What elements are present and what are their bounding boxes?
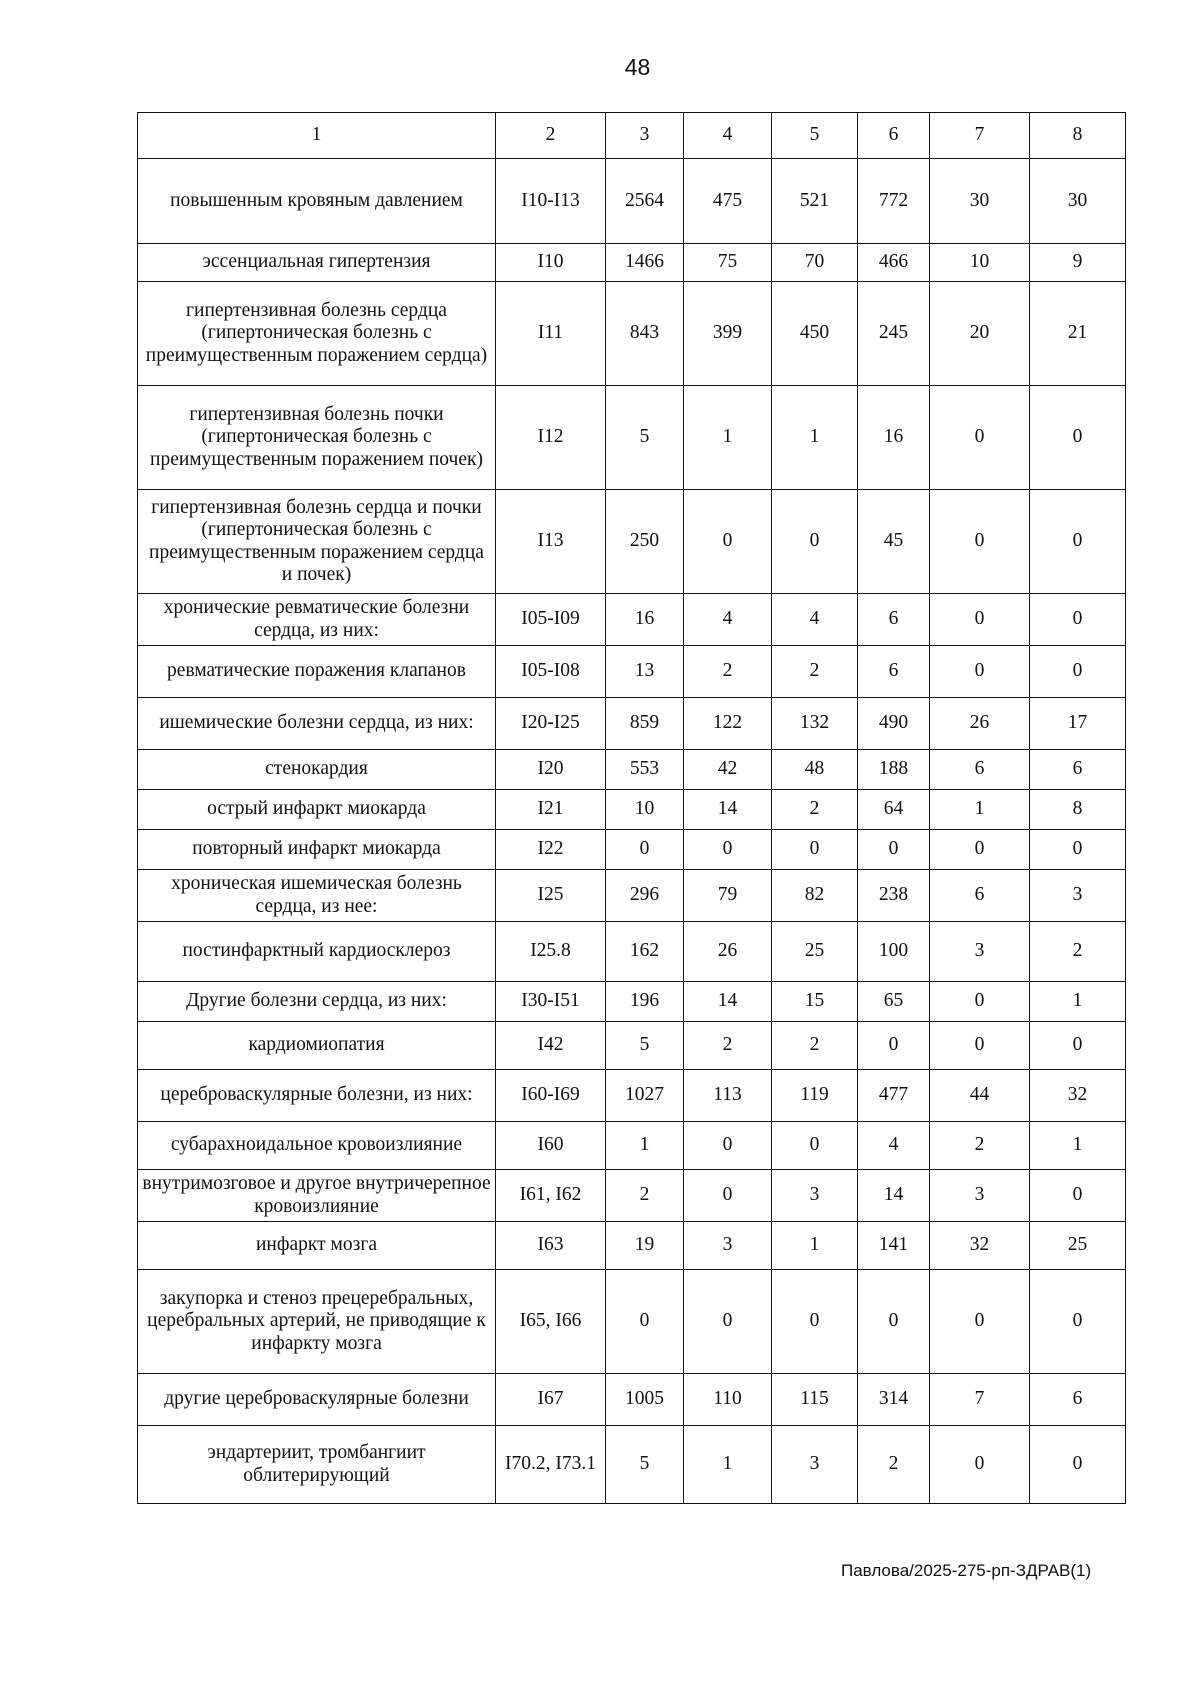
- column-6-cell: 4: [858, 1122, 930, 1170]
- column-4-cell: 0: [684, 830, 772, 870]
- disease-name-cell: гипертензивная болезнь сердца (гипертоническая болезнь с преимущественным поражением сердца): [138, 282, 496, 386]
- column-4-cell: 0: [684, 1122, 772, 1170]
- column-number-1: 1: [138, 113, 496, 159]
- column-4-cell: 3: [684, 1222, 772, 1270]
- column-6-cell: 100: [858, 922, 930, 982]
- table-row: [138, 790, 1126, 830]
- column-3-cell: 5: [606, 1426, 684, 1504]
- column-3-cell: 1: [606, 1122, 684, 1170]
- column-8-cell: 0: [1030, 1270, 1126, 1374]
- column-3-cell: 13: [606, 646, 684, 698]
- column-8-cell: 1: [1030, 1122, 1126, 1170]
- disease-name-cell: инфаркт мозга: [138, 1222, 496, 1270]
- disease-name-cell: острый инфаркт миокарда: [138, 790, 496, 830]
- column-3-cell: 296: [606, 870, 684, 922]
- column-7-cell: 3: [930, 1170, 1030, 1222]
- column-7-cell: 10: [930, 244, 1030, 282]
- column-4-cell: 110: [684, 1374, 772, 1426]
- icd-code-cell: I10-I13: [496, 159, 606, 244]
- table-row: [138, 490, 1126, 594]
- column-3-cell: 196: [606, 982, 684, 1022]
- column-8-cell: 0: [1030, 386, 1126, 490]
- column-6-cell: 65: [858, 982, 930, 1022]
- column-7-cell: 0: [930, 646, 1030, 698]
- icd-code-cell: I42: [496, 1022, 606, 1070]
- column-number-6: 6: [858, 113, 930, 159]
- table-row: [138, 982, 1126, 1022]
- disease-name-cell: внутримозговое и другое внутричерепное кровоизлияние: [138, 1170, 496, 1222]
- column-4-cell: 122: [684, 698, 772, 750]
- table-row: [138, 922, 1126, 982]
- table-row: [138, 1270, 1126, 1374]
- table-header-row: [138, 113, 1126, 159]
- table-row: [138, 750, 1126, 790]
- column-6-cell: 14: [858, 1170, 930, 1222]
- column-4-cell: 1: [684, 1426, 772, 1504]
- column-7-cell: 32: [930, 1222, 1030, 1270]
- disease-name-cell: кардиомиопатия: [138, 1022, 496, 1070]
- icd-code-cell: I25: [496, 870, 606, 922]
- table-row: [138, 159, 1126, 244]
- icd-code-cell: I20: [496, 750, 606, 790]
- column-6-cell: 772: [858, 159, 930, 244]
- column-8-cell: 3: [1030, 870, 1126, 922]
- column-8-cell: 30: [1030, 159, 1126, 244]
- icd-code-cell: I11: [496, 282, 606, 386]
- column-3-cell: 0: [606, 1270, 684, 1374]
- disease-name-cell: стенокардия: [138, 750, 496, 790]
- column-8-cell: 2: [1030, 922, 1126, 982]
- column-number-8: 8: [1030, 113, 1126, 159]
- column-6-cell: 245: [858, 282, 930, 386]
- column-4-cell: 26: [684, 922, 772, 982]
- icd-code-cell: I25.8: [496, 922, 606, 982]
- column-4-cell: 1: [684, 386, 772, 490]
- table-row: [138, 870, 1126, 922]
- column-6-cell: 0: [858, 1022, 930, 1070]
- column-5-cell: 0: [772, 1122, 858, 1170]
- column-5-cell: 132: [772, 698, 858, 750]
- column-6-cell: 477: [858, 1070, 930, 1122]
- column-7-cell: 3: [930, 922, 1030, 982]
- table-row: [138, 1426, 1126, 1504]
- column-5-cell: 2: [772, 646, 858, 698]
- column-4-cell: 0: [684, 1270, 772, 1374]
- column-7-cell: 2: [930, 1122, 1030, 1170]
- column-3-cell: 250: [606, 490, 684, 594]
- column-8-cell: 0: [1030, 646, 1126, 698]
- table-row: [138, 1022, 1126, 1070]
- column-5-cell: 15: [772, 982, 858, 1022]
- column-7-cell: 7: [930, 1374, 1030, 1426]
- icd-code-cell: I05-I09: [496, 594, 606, 646]
- column-3-cell: 162: [606, 922, 684, 982]
- column-6-cell: 6: [858, 594, 930, 646]
- column-4-cell: 0: [684, 1170, 772, 1222]
- column-number-7: 7: [930, 113, 1030, 159]
- column-3-cell: 19: [606, 1222, 684, 1270]
- column-3-cell: 2: [606, 1170, 684, 1222]
- column-5-cell: 0: [772, 490, 858, 594]
- table-row: [138, 1122, 1126, 1170]
- disease-name-cell: ишемические болезни сердца, из них:: [138, 698, 496, 750]
- column-6-cell: 0: [858, 830, 930, 870]
- disease-name-cell: постинфарктный кардиосклероз: [138, 922, 496, 982]
- column-7-cell: 44: [930, 1070, 1030, 1122]
- column-3-cell: 16: [606, 594, 684, 646]
- table-row: [138, 1170, 1126, 1222]
- column-7-cell: 20: [930, 282, 1030, 386]
- column-4-cell: 42: [684, 750, 772, 790]
- column-8-cell: 0: [1030, 594, 1126, 646]
- column-number-3: 3: [606, 113, 684, 159]
- column-6-cell: 2: [858, 1426, 930, 1504]
- column-number-5: 5: [772, 113, 858, 159]
- column-8-cell: 6: [1030, 750, 1126, 790]
- column-7-cell: 26: [930, 698, 1030, 750]
- table-row: [138, 1374, 1126, 1426]
- column-7-cell: 0: [930, 830, 1030, 870]
- icd-code-cell: I05-I08: [496, 646, 606, 698]
- column-5-cell: 119: [772, 1070, 858, 1122]
- column-4-cell: 2: [684, 646, 772, 698]
- column-5-cell: 2: [772, 790, 858, 830]
- column-6-cell: 0: [858, 1270, 930, 1374]
- column-3-cell: 1027: [606, 1070, 684, 1122]
- disease-name-cell: хроническая ишемическая болезнь сердца, из нее:: [138, 870, 496, 922]
- column-8-cell: 0: [1030, 1170, 1126, 1222]
- table-row: [138, 1070, 1126, 1122]
- icd-code-cell: I67: [496, 1374, 606, 1426]
- column-4-cell: 14: [684, 982, 772, 1022]
- column-4-cell: 75: [684, 244, 772, 282]
- icd-code-cell: I20-I25: [496, 698, 606, 750]
- column-5-cell: 1: [772, 386, 858, 490]
- disease-name-cell: гипертензивная болезнь почки (гипертоническая болезнь с преимущественным поражением почек): [138, 386, 496, 490]
- column-8-cell: 6: [1030, 1374, 1126, 1426]
- column-5-cell: 0: [772, 1270, 858, 1374]
- column-5-cell: 521: [772, 159, 858, 244]
- column-5-cell: 82: [772, 870, 858, 922]
- table-row: [138, 282, 1126, 386]
- column-7-cell: 6: [930, 870, 1030, 922]
- column-7-cell: 30: [930, 159, 1030, 244]
- icd-code-cell: I21: [496, 790, 606, 830]
- column-7-cell: 0: [930, 594, 1030, 646]
- icd-code-cell: I12: [496, 386, 606, 490]
- disease-name-cell: Другие болезни сердца, из них:: [138, 982, 496, 1022]
- column-5-cell: 70: [772, 244, 858, 282]
- disease-name-cell: цереброваскулярные болезни, из них:: [138, 1070, 496, 1122]
- column-6-cell: 45: [858, 490, 930, 594]
- column-6-cell: 466: [858, 244, 930, 282]
- column-3-cell: 1005: [606, 1374, 684, 1426]
- column-7-cell: 1: [930, 790, 1030, 830]
- column-6-cell: 64: [858, 790, 930, 830]
- column-3-cell: 859: [606, 698, 684, 750]
- column-5-cell: 450: [772, 282, 858, 386]
- disease-name-cell: ревматические поражения клапанов: [138, 646, 496, 698]
- icd-code-cell: I61, I62: [496, 1170, 606, 1222]
- column-8-cell: 0: [1030, 830, 1126, 870]
- column-8-cell: 17: [1030, 698, 1126, 750]
- disease-name-cell: повторный инфаркт миокарда: [138, 830, 496, 870]
- icd-code-cell: I10: [496, 244, 606, 282]
- column-8-cell: 1: [1030, 982, 1126, 1022]
- column-7-cell: 6: [930, 750, 1030, 790]
- column-3-cell: 10: [606, 790, 684, 830]
- column-3-cell: 5: [606, 1022, 684, 1070]
- column-4-cell: 399: [684, 282, 772, 386]
- column-8-cell: 0: [1030, 490, 1126, 594]
- icd-code-cell: I60-I69: [496, 1070, 606, 1122]
- column-4-cell: 4: [684, 594, 772, 646]
- icd-code-cell: I22: [496, 830, 606, 870]
- page-number: 48: [624, 54, 651, 80]
- disease-name-cell: эссенциальная гипертензия: [138, 244, 496, 282]
- column-4-cell: 14: [684, 790, 772, 830]
- disease-name-cell: гипертензивная болезнь сердца и почки (гипертоническая болезнь с преимущественным поражением сердца и почек): [138, 490, 496, 594]
- column-3-cell: 1466: [606, 244, 684, 282]
- column-7-cell: 0: [930, 1426, 1030, 1504]
- column-5-cell: 0: [772, 830, 858, 870]
- column-6-cell: 16: [858, 386, 930, 490]
- icd-code-cell: I63: [496, 1222, 606, 1270]
- column-4-cell: 2: [684, 1022, 772, 1070]
- disease-name-cell: другие цереброваскулярные болезни: [138, 1374, 496, 1426]
- table-row: [138, 244, 1126, 282]
- column-3-cell: 843: [606, 282, 684, 386]
- icd-code-cell: I30-I51: [496, 982, 606, 1022]
- column-8-cell: 32: [1030, 1070, 1126, 1122]
- column-4-cell: 475: [684, 159, 772, 244]
- column-7-cell: 0: [930, 386, 1030, 490]
- column-7-cell: 0: [930, 982, 1030, 1022]
- disease-name-cell: субарахноидальное кровоизлияние: [138, 1122, 496, 1170]
- column-3-cell: 2564: [606, 159, 684, 244]
- column-7-cell: 0: [930, 490, 1030, 594]
- column-7-cell: 0: [930, 1270, 1030, 1374]
- column-number-4: 4: [684, 113, 772, 159]
- column-4-cell: 113: [684, 1070, 772, 1122]
- icd-code-cell: I60: [496, 1122, 606, 1170]
- column-8-cell: 21: [1030, 282, 1126, 386]
- icd-code-cell: I13: [496, 490, 606, 594]
- column-8-cell: 9: [1030, 244, 1126, 282]
- column-8-cell: 25: [1030, 1222, 1126, 1270]
- column-7-cell: 0: [930, 1022, 1030, 1070]
- column-5-cell: 25: [772, 922, 858, 982]
- document-reference: Павлова/2025-275-рп-ЗДРАВ(1): [841, 1561, 1092, 1580]
- column-5-cell: 3: [772, 1426, 858, 1504]
- column-8-cell: 0: [1030, 1022, 1126, 1070]
- table-row: [138, 1222, 1126, 1270]
- column-3-cell: 553: [606, 750, 684, 790]
- table-row: [138, 698, 1126, 750]
- table-row: [138, 830, 1126, 870]
- column-3-cell: 0: [606, 830, 684, 870]
- column-6-cell: 188: [858, 750, 930, 790]
- column-4-cell: 0: [684, 490, 772, 594]
- icd-code-cell: I70.2, I73.1: [496, 1426, 606, 1504]
- table-row: [138, 646, 1126, 698]
- disease-name-cell: эндартериит, тромбангиит облитерирующий: [138, 1426, 496, 1504]
- column-6-cell: 6: [858, 646, 930, 698]
- disease-name-cell: повышенным кровяным давлением: [138, 159, 496, 244]
- column-5-cell: 2: [772, 1022, 858, 1070]
- column-6-cell: 141: [858, 1222, 930, 1270]
- icd-code-cell: I65, I66: [496, 1270, 606, 1374]
- statistics-table: [137, 112, 1126, 1504]
- disease-name-cell: закупорка и стеноз прецеребральных, церебральных артерий, не приводящие к инфаркту мозга: [138, 1270, 496, 1374]
- table-row: [138, 594, 1126, 646]
- column-8-cell: 8: [1030, 790, 1126, 830]
- column-5-cell: 48: [772, 750, 858, 790]
- column-5-cell: 115: [772, 1374, 858, 1426]
- column-4-cell: 79: [684, 870, 772, 922]
- column-5-cell: 4: [772, 594, 858, 646]
- column-number-2: 2: [496, 113, 606, 159]
- column-6-cell: 238: [858, 870, 930, 922]
- column-5-cell: 1: [772, 1222, 858, 1270]
- column-6-cell: 490: [858, 698, 930, 750]
- column-8-cell: 0: [1030, 1426, 1126, 1504]
- column-6-cell: 314: [858, 1374, 930, 1426]
- disease-name-cell: хронические ревматические болезни сердца, из них:: [138, 594, 496, 646]
- column-5-cell: 3: [772, 1170, 858, 1222]
- column-3-cell: 5: [606, 386, 684, 490]
- table-row: [138, 386, 1126, 490]
